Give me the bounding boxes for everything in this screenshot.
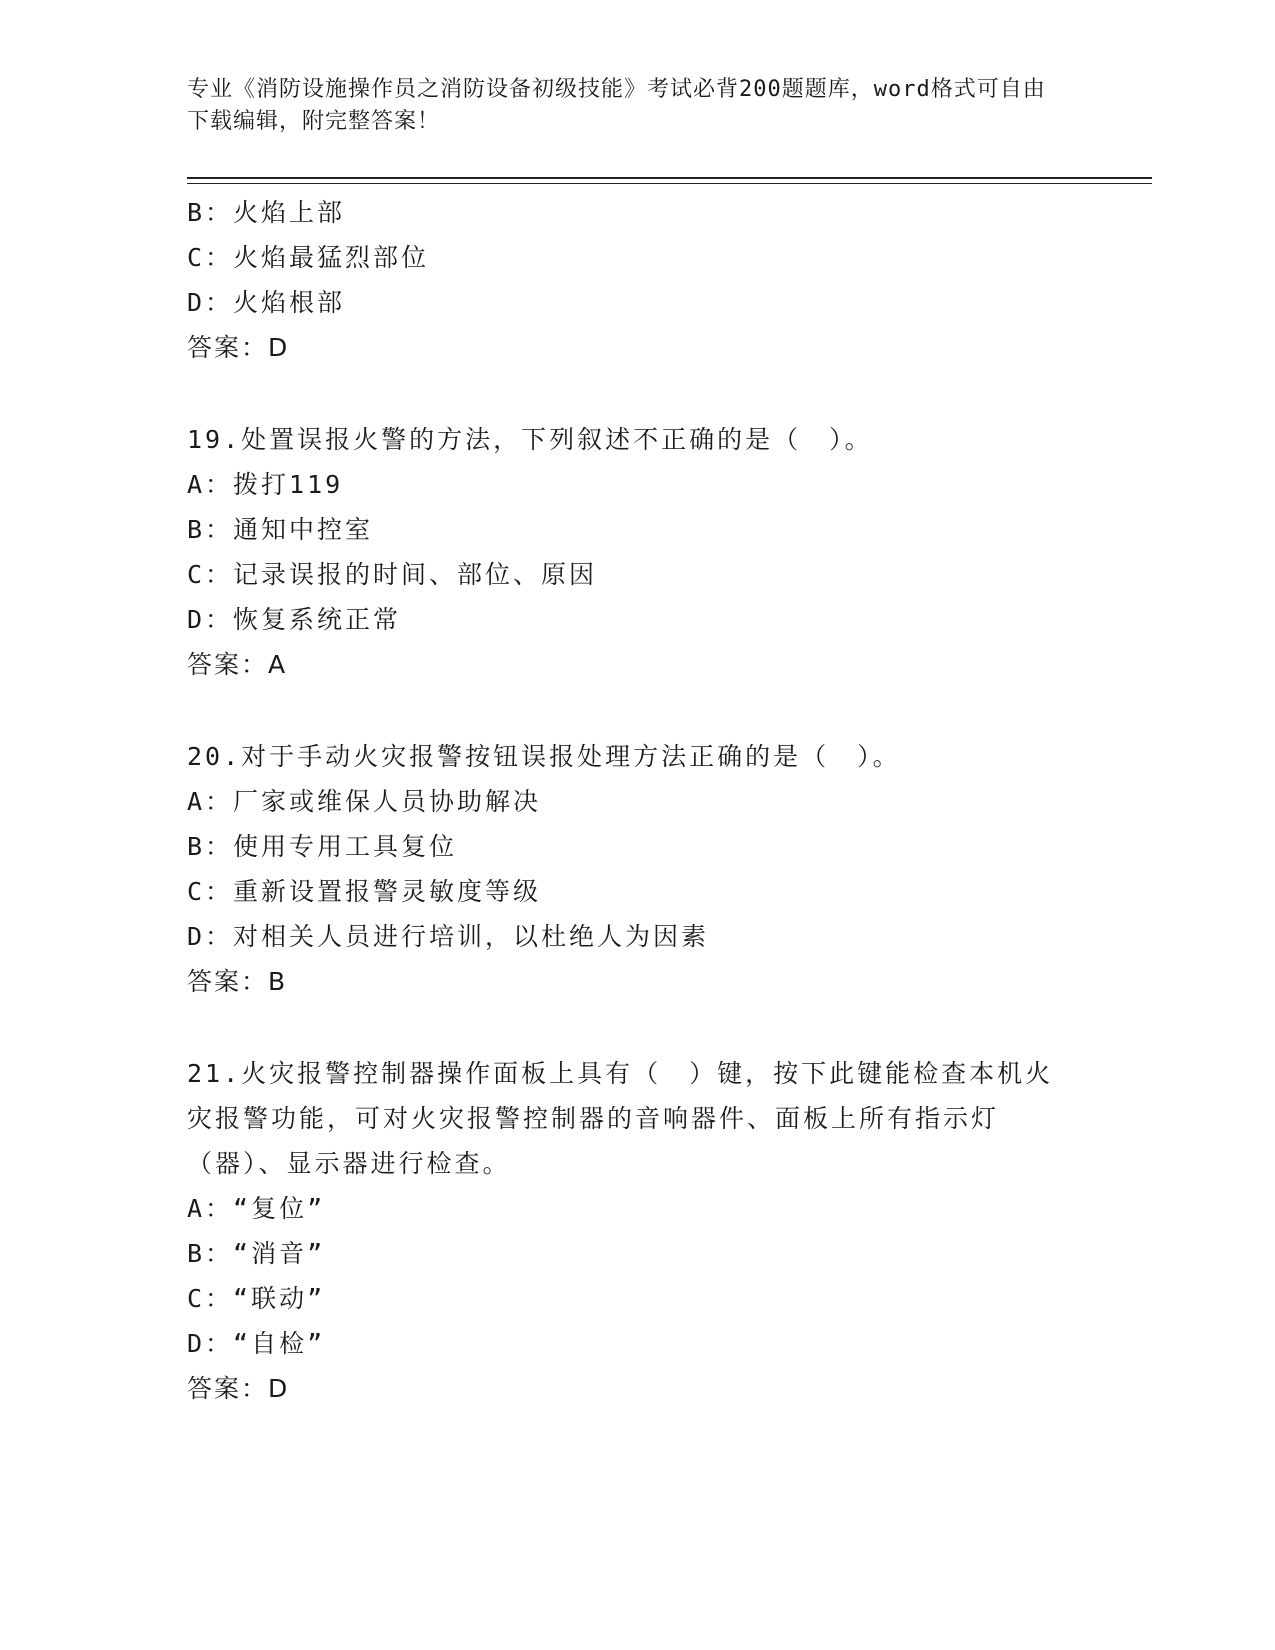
option-d: D：“自检” [187, 1329, 326, 1358]
option-a: A：“复位” [187, 1194, 326, 1223]
question-19 [187, 417, 1087, 687]
answer-line: 答案：B [187, 967, 288, 996]
option-a: A：厂家或维保人员协助解决 [187, 787, 542, 816]
option-b: B：“消音” [187, 1239, 326, 1268]
question-21 [187, 1051, 1087, 1411]
answer-line: 答案：A [187, 650, 288, 679]
answer-line: 答案：D [187, 1374, 290, 1403]
option-d: D：火焰根部 [187, 288, 346, 317]
question-stem: 19.处置误报火警的方法，下列叙述不正确的是（ ）。 [187, 425, 873, 454]
option-c: C：重新设置报警灵敏度等级 [187, 877, 542, 906]
question-spacer [187, 370, 1087, 417]
question-stem: 20.对于手动火灾报警按钮误报处理方法正确的是（ ）。 [187, 742, 901, 771]
option-b: B：火焰上部 [187, 198, 346, 227]
question-content [187, 190, 1087, 1411]
header-rule-thick [187, 177, 1152, 179]
question-spacer [187, 1004, 1087, 1051]
question-spacer [187, 687, 1087, 734]
document-header: 专业《消防设施操作员之消防设备初级技能》考试必背200题题库，word格式可自由下载编辑，附完整答案！ [187, 77, 1046, 134]
option-c: C：“联动” [187, 1284, 326, 1313]
option-b: B：通知中控室 [187, 515, 374, 544]
option-b: B：使用专用工具复位 [187, 832, 458, 861]
option-a: A：拨打119 [187, 470, 344, 499]
question-20 [187, 734, 1087, 1004]
option-c: C：火焰最猛烈部位 [187, 243, 430, 272]
question-18-tail [187, 190, 1087, 370]
option-d: D：对相关人员进行培训，以杜绝人为因素 [187, 922, 710, 951]
option-c: C：记录误报的时间、部位、原因 [187, 560, 598, 589]
question-stem: 21.火灾报警控制器操作面板上具有（ ）键，按下此键能检查本机火灾报警功能，可对火灾报警控制器的音响器件、面板上所有指示灯（器）、显示器进行检查。 [187, 1059, 1054, 1178]
header-rule-thin [187, 183, 1152, 184]
option-d: D：恢复系统正常 [187, 605, 402, 634]
answer-line: 答案：D [187, 333, 290, 362]
